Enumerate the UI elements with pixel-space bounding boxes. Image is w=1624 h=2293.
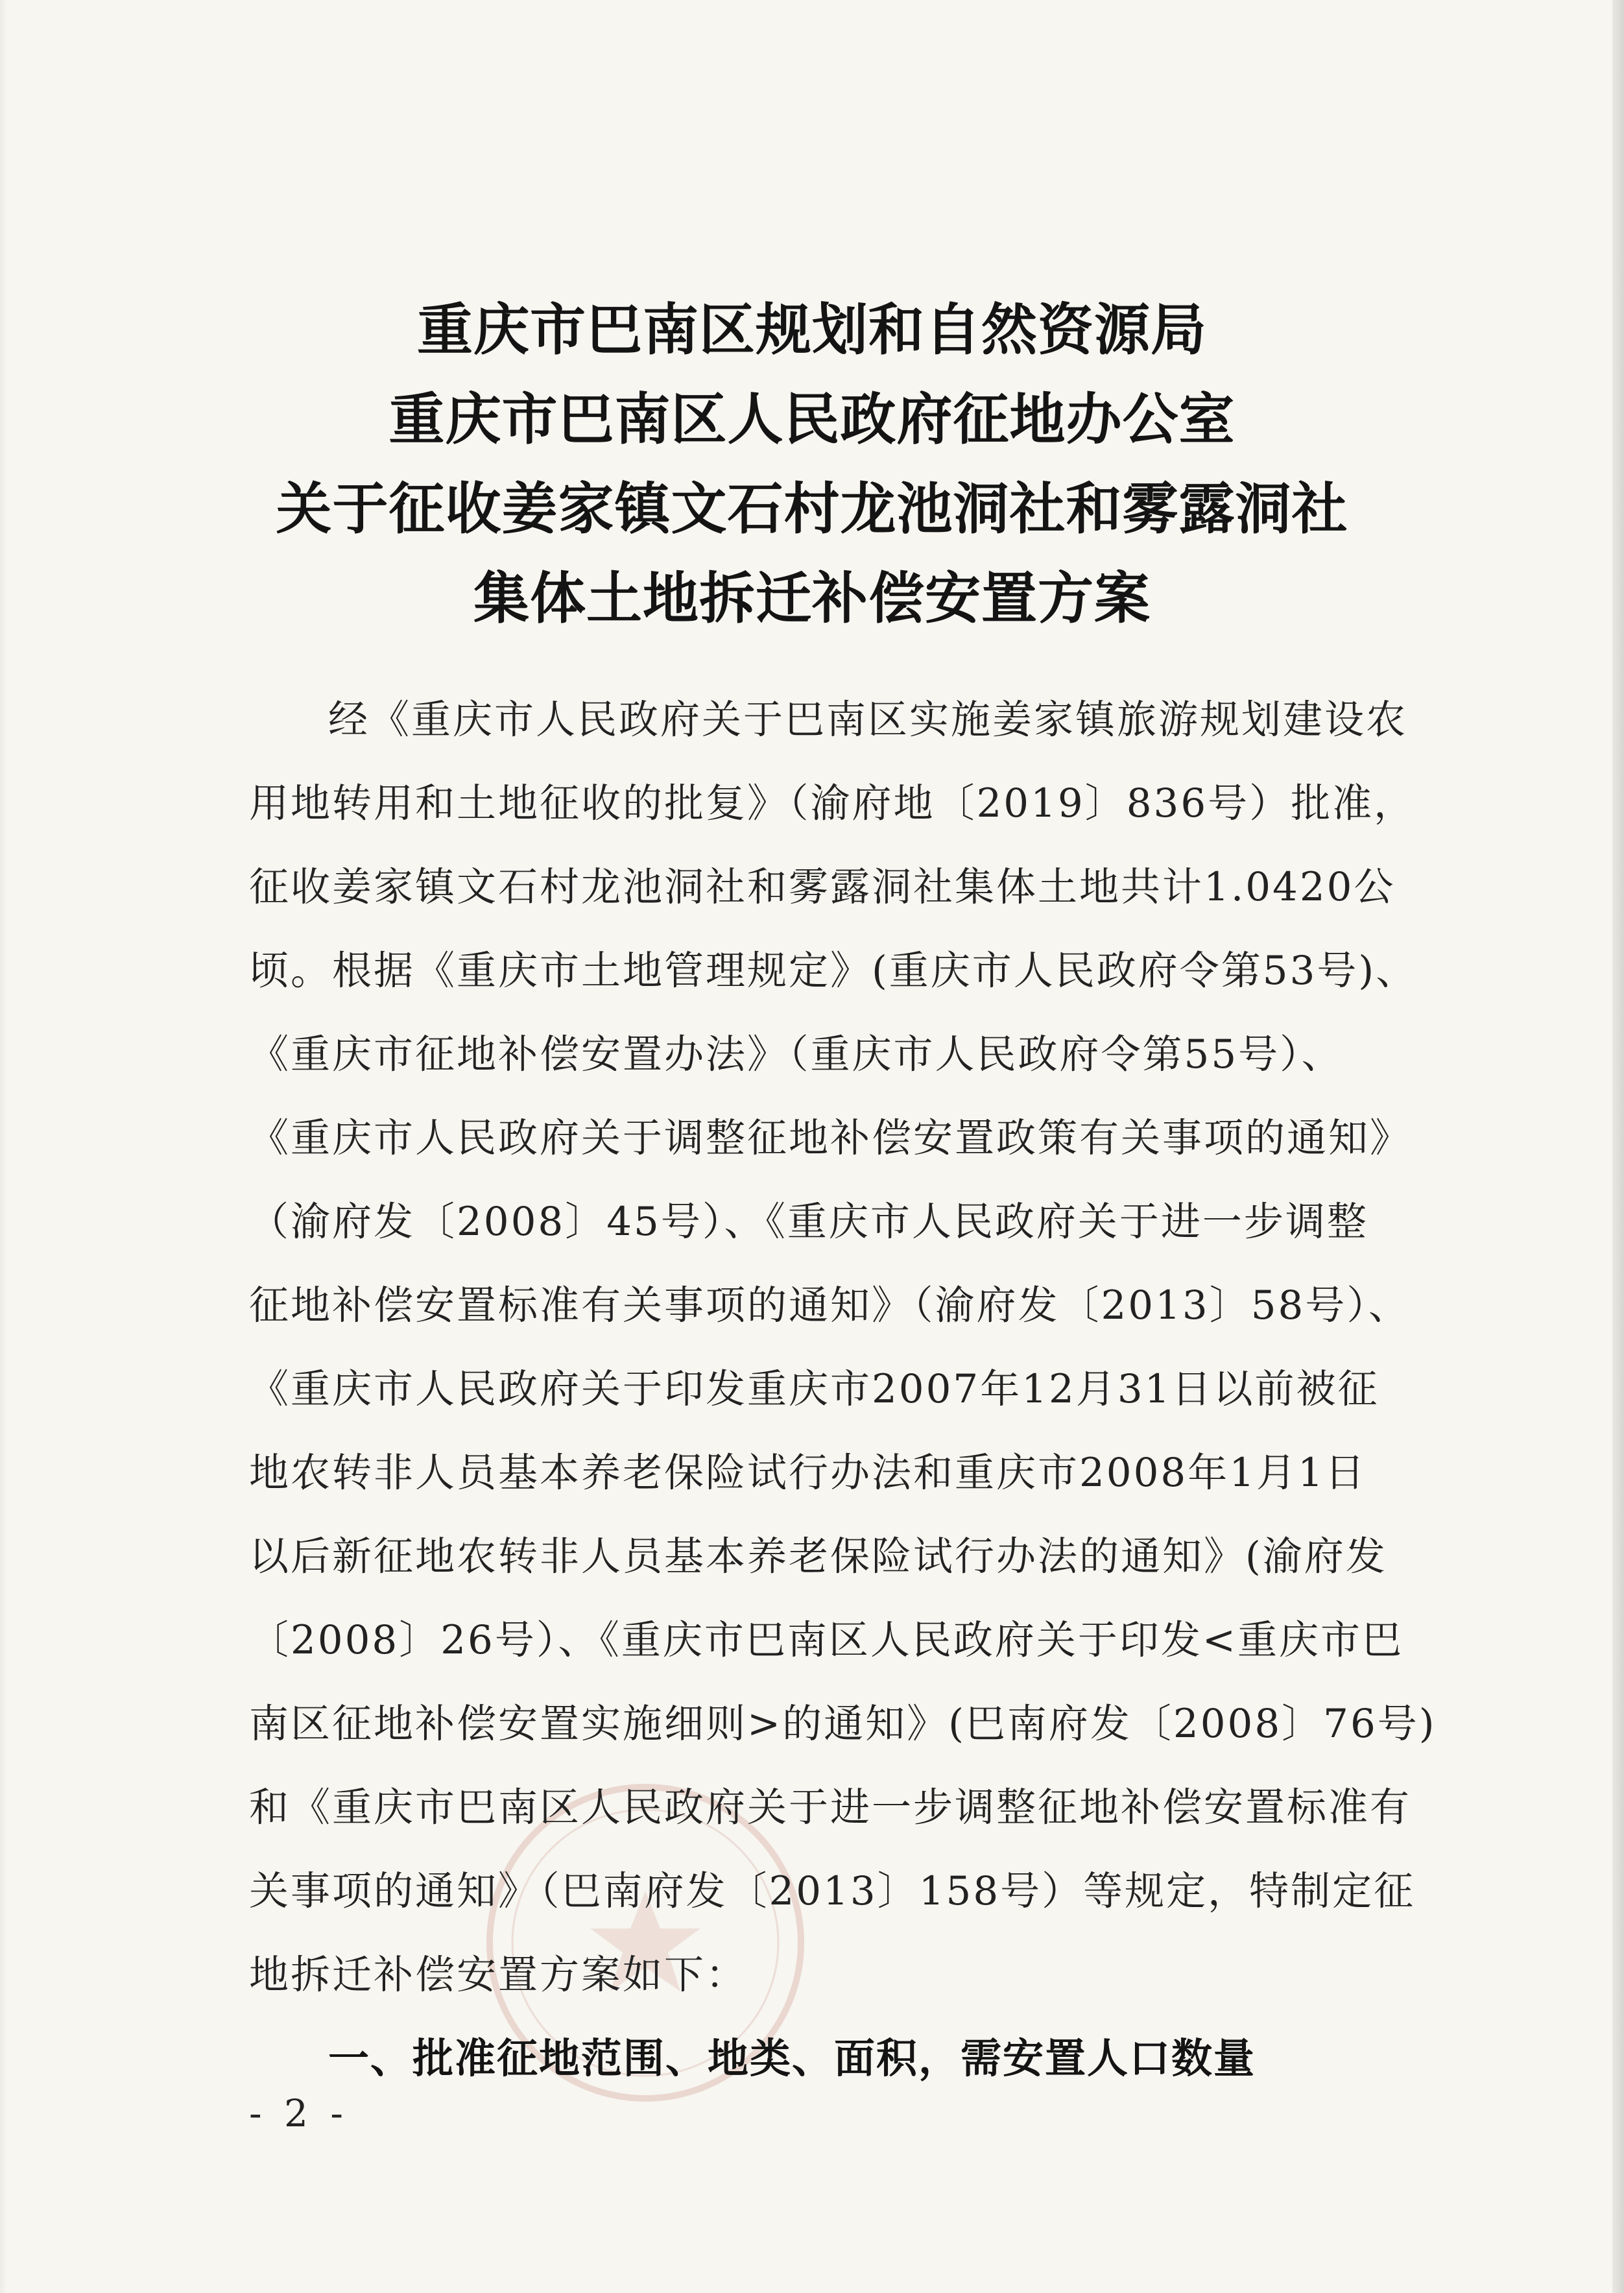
body-line-10: 地农转非人员基本养老保险试行办法和重庆市2008年1月1日: [249, 1450, 1367, 1496]
body-line-4: 顷。根据《重庆市土地管理规定》(重庆市人民政府令第53号)、: [249, 948, 1418, 994]
body-line-6: 《重庆市人民政府关于调整征地补偿安置政策有关事项的通知》: [249, 1115, 1412, 1161]
body-line-3: 征收姜家镇文石村龙池洞社和雾露洞社集体土地共计1.0420公: [249, 864, 1396, 910]
body-line-2: 用地转用和土地征收的批复》（渝府地〔2019〕836号）批准，: [249, 780, 1416, 826]
body-line-11: 以后新征地农转非人员基本养老保险试行办法的通知》(渝府发: [249, 1533, 1387, 1579]
body-line-8: 征地补偿安置标准有关事项的通知》（渝府发〔2013〕58号）、: [249, 1282, 1410, 1328]
body-line-14: 和《重庆市巴南区人民政府关于进一步调整征地补偿安置标准有: [249, 1784, 1412, 1831]
title-line-3: 关于征收姜家镇文石村龙池洞社和雾露洞社: [276, 477, 1348, 542]
document-title: [0, 285, 1624, 643]
body-line-7: （渝府发〔2008〕45号）、《重庆市人民政府关于进一步调整: [249, 1199, 1368, 1245]
body-line-5: 《重庆市征地补偿安置办法》（重庆市人民政府令第55号）、: [249, 1031, 1343, 1077]
title-line-4: 集体土地拆迁补偿安置方案: [473, 566, 1151, 631]
title-line-1: 重庆市巴南区规划和自然资源局: [417, 298, 1207, 363]
body-line-9: 《重庆市人民政府关于印发重庆市2007年12月31日以前被征: [249, 1366, 1379, 1412]
body-line-15: 关事项的通知》（巴南府发〔2013〕158号）等规定，特制定征: [249, 1868, 1416, 1914]
section-heading: 一、批准征地范围、地类、面积，需安置人口数量: [328, 2035, 1256, 2082]
title-line-2: 重庆市巴南区人民政府征地办公室: [388, 387, 1236, 452]
body-line-12: 〔2008〕26号）、《重庆市巴南区人民政府关于印发<重庆市巴: [249, 1617, 1403, 1663]
body-line-16: 地拆迁补偿安置方案如下：: [249, 1952, 748, 1998]
body-line-13: 南区征地补偿安置实施细则>的通知》(巴南府发〔2008〕76号): [249, 1701, 1437, 1747]
body-line-1: 经《重庆市人民政府关于巴南区实施姜家镇旅游规划建设农: [328, 697, 1408, 743]
body-paragraph: [249, 678, 1442, 2100]
page-number: - 2 -: [249, 2091, 348, 2135]
